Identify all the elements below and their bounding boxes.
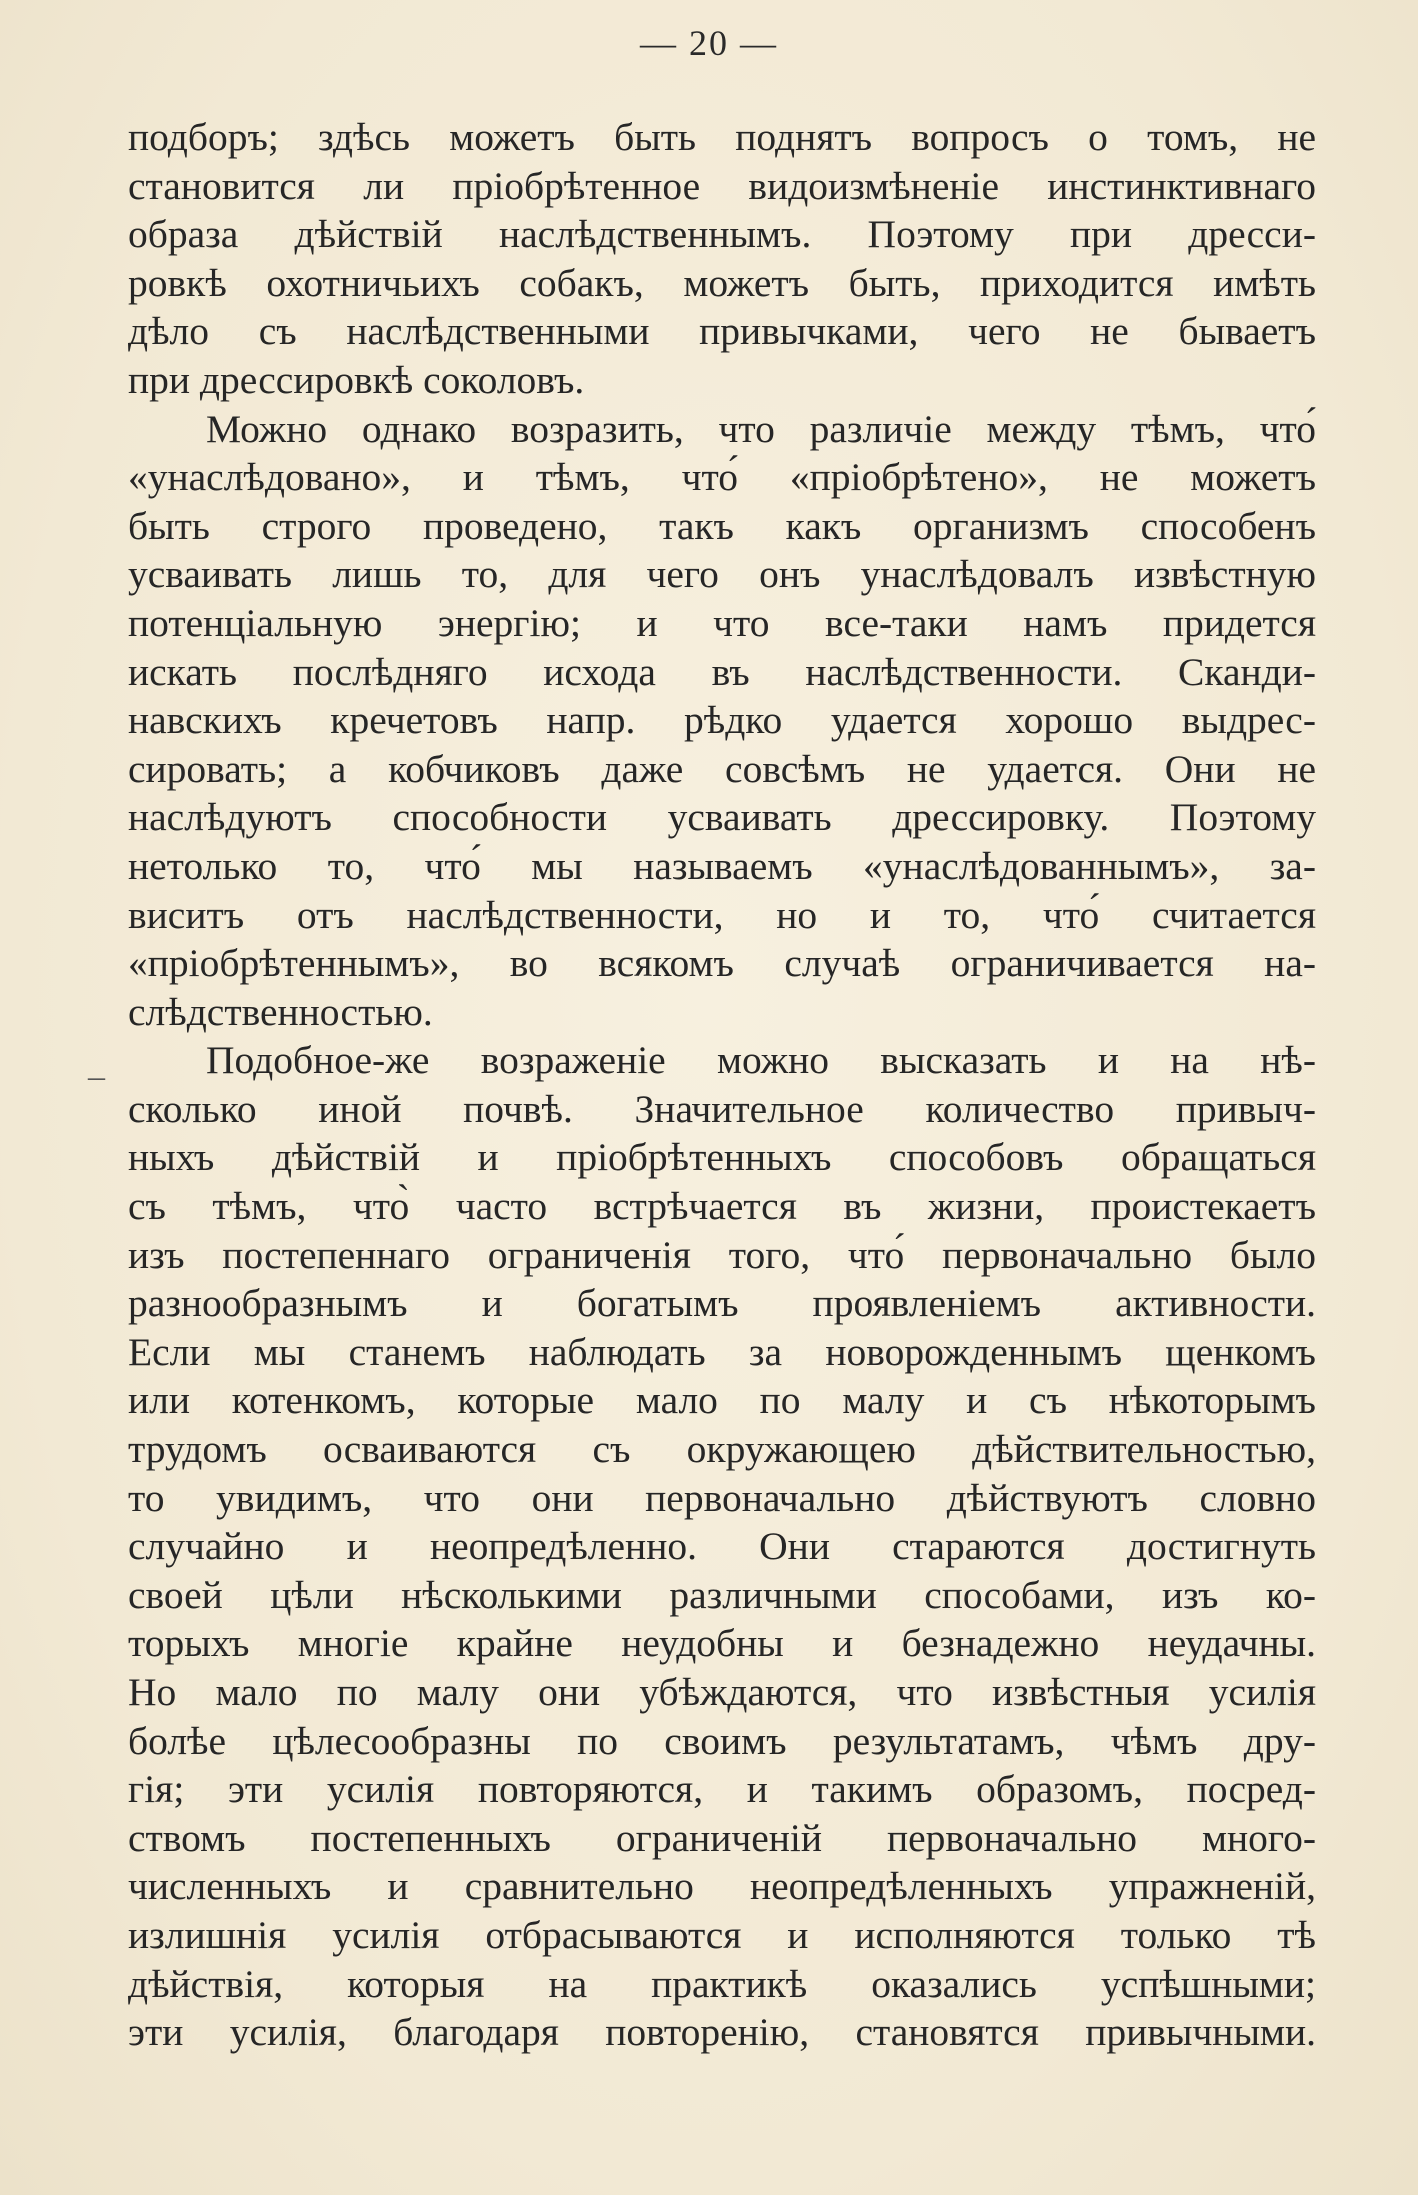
text-line: образа дѣйствій наслѣдственнымъ. Поэтому при дресси- [128,212,1316,257]
body-text [128,113,1316,2057]
text-line: потенціальную энергію; и что все-таки намъ придется [128,600,1316,645]
text-line: «унаслѣдовано», и тѣмъ, что́ «пріобрѣтено», не можетъ [128,455,1316,500]
text-line: виситъ отъ наслѣдственности, но и то, что́ считается [128,892,1316,937]
text-line: Можно однако возразить, что различіе между тѣмъ, что́ [206,406,1316,451]
text-line: дѣйствія, которыя на практикѣ оказались успѣшными; [128,1961,1316,2006]
text-line: слѣдственностью. [128,989,433,1034]
text-line: то увидимъ, что они первоначально дѣйствуютъ словно [128,1475,1316,1520]
text-line: «пріобрѣтеннымъ», во всякомъ случаѣ ограничивается на- [128,941,1316,986]
text-line: торыхъ многіе крайне неудобны и безнадежно неудачны. [128,1621,1316,1666]
text-line: гія; эти усилія повторяются, и такимъ образомъ, посред- [128,1767,1316,1812]
text-line: трудомъ осваиваются съ окружающею дѣйствительностью, [128,1427,1316,1472]
text-line: съ тѣмъ, что̀ часто встрѣчается въ жизни, проистекаетъ [128,1184,1316,1229]
text-line: ныхъ дѣйствій и пріобрѣтенныхъ способовъ обращаться [128,1135,1316,1180]
text-line: навскихъ кречетовъ напр. рѣдко удается хорошо выдрес- [128,698,1316,743]
text-line: становится ли пріобрѣтенное видоизмѣненіе инстинктивнаго [128,163,1316,208]
text-line: наслѣдуютъ способности усваивать дрессировку. Поэтому [128,795,1316,840]
text-line: эти усилія, благодаря повторенію, становятся привычными. [128,2010,1316,2055]
text-line: дѣло съ наслѣдственными привычками, чего не бываетъ [128,309,1316,354]
text-line: сировать; а кобчиковъ даже совсѣмъ не удается. Они не [128,746,1316,791]
text-line: болѣе цѣлесообразны по своимъ результатамъ, чѣмъ дру- [128,1718,1316,1763]
text-line: случайно и неопредѣленно. Они стараются достигнуть [128,1524,1316,1569]
text-line: разнообразнымъ и богатымъ проявленіемъ активности. [128,1281,1316,1326]
text-line: Если мы станемъ наблюдать за новорожденнымъ щенкомъ [128,1329,1316,1374]
page-number: — 20 — [640,23,778,63]
text-line: ствомъ постепенныхъ ограниченій первоначально много- [128,1815,1316,1860]
text-line: своей цѣли нѣсколькими различными способами, изъ ко- [128,1572,1316,1617]
text-line: быть строго проведено, такъ какъ организмъ способенъ [128,503,1316,548]
text-line: излишнія усилія отбрасываются и исполняются только тѣ [128,1912,1316,1957]
text-line: Но мало по малу они убѣждаются, что извѣстныя усилія [128,1670,1316,1714]
text-line: нетолько то, что́ мы называемъ «унаслѣдованнымъ», за- [128,843,1316,888]
text-line: усваивать лишь то, для чего онъ унаслѣдовалъ извѣстную [128,552,1316,597]
text-line: сколько иной почвѣ. Значительное количество привыч- [128,1086,1316,1131]
text-line: подборъ; здѣсь можетъ быть поднятъ вопросъ о томъ, не [128,115,1316,159]
margin-mark: – [88,1058,105,1095]
text-line: или котенкомъ, которые мало по малу и съ нѣкоторымъ [128,1378,1316,1423]
text-line: Подобное-же возраженіе можно высказать и на нѣ- [206,1038,1316,1083]
text-line: численныхъ и сравнительно неопредѣленныхъ упражненій, [128,1864,1316,1909]
text-line: изъ постепеннаго ограниченія того, что́ первоначально было [128,1232,1316,1277]
text-line: ровкѣ охотничьихъ собакъ, можетъ быть, приходится имѣть [128,260,1316,305]
text-line: при дрессировкѣ соколовъ. [128,357,585,402]
text-line: искать послѣдняго исхода въ наслѣдственности. Сканди- [128,649,1316,694]
